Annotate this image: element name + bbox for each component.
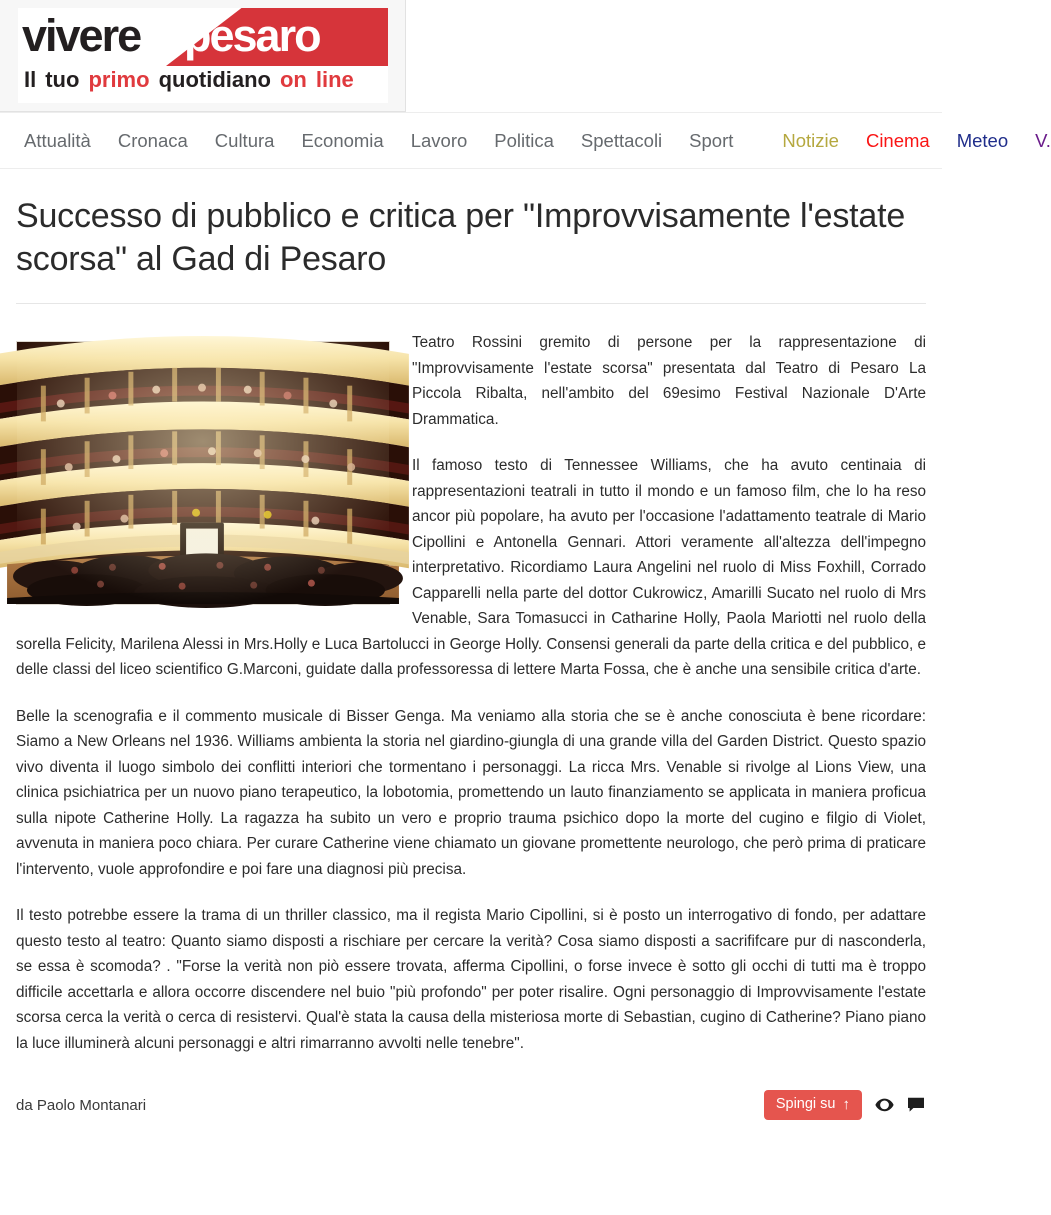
push-up-button[interactable] (764, 1090, 862, 1120)
eye-icon[interactable] (874, 1095, 894, 1115)
site-header (0, 0, 942, 112)
article-paragraph-3: Belle la scenografia e il commento musicale di Bisser Genga. Ma veniamo alla storia che se è anche conosciuta è bene ricordare: Siamo a New Orleans nel 1936. Williams ambienta la storia nel giardino-giungla di una grande villa del Garden District. Questo spazio vivo diventa il luogo simbolo dei conflitti interiori che tormentano i personaggi. La ricca Mrs. Venable si rivolge al Lions View, una clinica psichiatrica per un nuovo piano terapeutico, la lobotomia, promettendo un lauto finanziamento se applicata in maniera proficua sulla nipote Catherine Holly. La ragazza ha subito un vero e proprio trauma psichico dopo la morte del cugino e filgio di Violet, avvenuta in maniera poco chiara. Per curare Catherine viene chiamato un giovane promettente neurologo, che però prima di praticare l'intervento, vuole approfondire e poi fare una diagnosi più precisa. (16, 707, 926, 878)
logo-container[interactable] (0, 0, 406, 112)
tagline-word-tuo: tuo (45, 67, 80, 92)
article-paragraph-1: Teatro Rossini gremito di persone per la rappresentazione di "Improvvisamente l'estate scorsa" presentata dal Teatro di Pesaro La Piccola Ribalta, nell'ambito del 69esimo Festival Nazionale D'Arte Drammatica. (412, 334, 926, 428)
logo-tagline (24, 67, 363, 93)
nav-item-cronaca[interactable]: Cronaca (117, 130, 188, 151)
nav-item-notizie[interactable]: Notizie (782, 130, 839, 151)
nav-item-attualita[interactable]: Attualità (24, 130, 91, 151)
logo-word-pesaro: pesaro (184, 10, 320, 61)
title-divider (16, 303, 926, 304)
logo-word-vivere: vivere (22, 10, 141, 61)
article-body (16, 330, 926, 1056)
footer-actions (764, 1090, 926, 1120)
article (0, 195, 942, 1056)
article-thumbnail-image[interactable] (16, 341, 390, 605)
nav-item-cultura[interactable]: Cultura (214, 130, 275, 151)
nav-item-economia[interactable]: Economia (301, 130, 384, 151)
nav-item-cinema[interactable]: Cinema (865, 130, 930, 151)
article-paragraph-4: Il testo potrebbe essere la trama di un thriller classico, ma il regista Mario Cipollini, si è posto un interrogativo di fondo, per adattare questo testo al teatro: Quanto siamo disposti a rischiare per cercare la verità? Cosa siamo disposti a sacrififcare pur di nasconderla, se essa è scomoda? . "Forse la verità non piò essere trovata, afferma Cipollini, o forse invece è sotto gli occhi di tutti ma è troppo difficile accettarla e allora occorre discendere nel buio "più profondo" per poter risalire. Ogni personaggio di Improvvisamente l'estate scorsa cerca la verità o cerca di resistervi. Qual'è stata la causa della misteriosa morte di Sebastian, cugino di Catherine? Piano piano la luce illuminerà alcuni personaggi e altri rimarranno avvolti nelle tenebre". (16, 907, 926, 1052)
nav-item-sport[interactable]: Sport (689, 130, 734, 151)
comment-icon[interactable] (906, 1095, 926, 1115)
tagline-word-line: line (315, 67, 354, 92)
nav-item-lavoro[interactable]: Lavoro (410, 130, 468, 151)
tagline-word-primo: primo (88, 67, 150, 92)
nav-item-politica[interactable]: Politica (494, 130, 554, 151)
logo-wordmark (18, 8, 388, 66)
main-navigation (0, 112, 1051, 169)
article-footer (0, 1084, 942, 1126)
push-up-label: Spingi su (775, 1096, 836, 1113)
tagline-word-il: Il (24, 67, 37, 92)
theater-interior-illustration (17, 342, 389, 604)
tagline-word-quotidiano: quotidiano (158, 67, 271, 92)
tagline-word-on: on (279, 67, 307, 92)
nav-item-meteo[interactable]: Meteo (956, 130, 1009, 151)
article-byline: da Paolo Montanari (16, 1096, 147, 1114)
nav-item-spettacoli[interactable]: Spettacoli (580, 130, 663, 151)
nav-item-v[interactable]: V. (1035, 130, 1051, 151)
arrow-up-icon: ↑ (842, 1096, 850, 1113)
logo[interactable] (18, 8, 388, 103)
page-title: Successo di pubblico e critica per "Improvvisamente l'estate scorsa" al Gad di Pesaro (16, 197, 906, 278)
article-paragraph-2: Il famoso testo di Tennessee Williams, che ha avuto centinaia di rappresentazioni teatrali in tutto il mondo e un famoso film, che lo ha reso ancor più popolare, ha avuto per l'occasione l'adattamento teatrale di Mario Cipollini e Antonella Gennari. Attori veramente all'altezza dell'impegno interpretativo. Ricordiamo Laura Angelini nel ruolo di Miss Foxhill, Corrado Capparelli nella parte del dottor Cukrowicz, Amarilli Sucato nel ruolo di Mrs Venable, Sara Tomasucci in Catharine Holly, Paola Mariotti nel ruolo della sorella Felicity, Marilena Alessi in Mrs.Holly e Luca Bartolucci in George Holly. Consensi generali da parte della critica e del pubblico, e delle classi del liceo scientifico G.Marconi, guidate dalla professoressa di lettere Marta Fossa, che è anche una sensibile critica d'arte. (16, 457, 926, 678)
